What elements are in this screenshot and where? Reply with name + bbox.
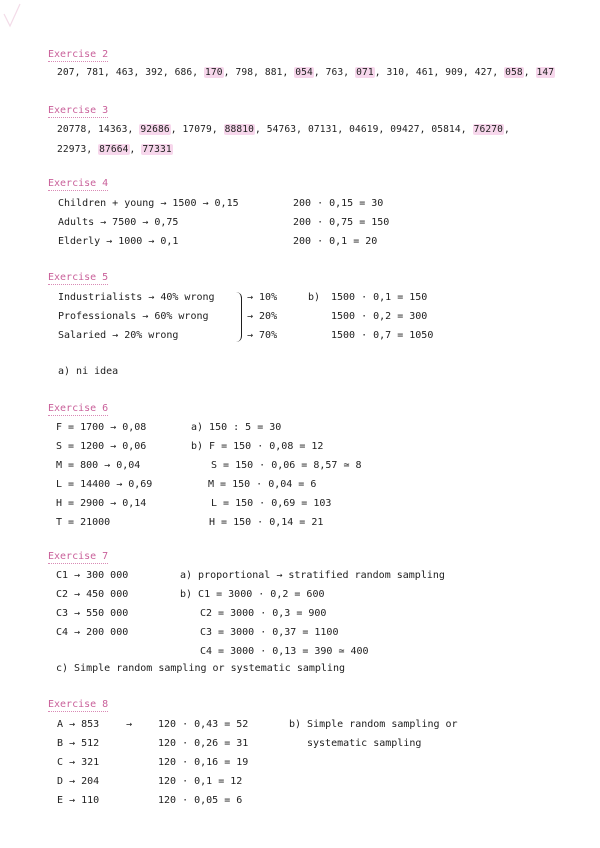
ex8-group-D: D → 204	[57, 776, 100, 787]
random-number: 463	[115, 67, 134, 78]
ex6-group-S: S = 1200 → 0,06	[56, 441, 147, 452]
ex5-percent-1: → 10%	[247, 292, 278, 303]
ex4-result-2: 200 · 0,75 = 150	[293, 217, 390, 228]
ex6-group-L: L = 14400 → 0,69	[56, 479, 153, 490]
random-number: 09427	[390, 124, 420, 135]
ex8-group-A: A → 853	[57, 719, 100, 730]
random-number: 147	[536, 67, 555, 78]
random-number: 763	[325, 67, 344, 78]
ex8-result-C: 120 · 0,16 = 19	[158, 757, 249, 768]
exercise-3-title: Exercise 3	[48, 105, 109, 116]
ex4-result-3: 200 · 0,1 = 20	[293, 236, 378, 247]
exercise-3-numbers-line-1: 20778, 14363, 92686, 17079, 88810, 54763, 07131, 04619, 09427, 05814, 76270,	[57, 124, 510, 135]
ex4-group-2: Adults → 7500 → 0,75	[58, 217, 179, 228]
ex5-percent-2: → 20%	[247, 311, 278, 322]
ex4-group-3: Elderly → 1000 → 0,1	[58, 236, 179, 247]
exercise-2-title: Exercise 2	[48, 49, 109, 60]
ex5-percent-3: → 70%	[247, 330, 278, 341]
random-number: 461	[415, 67, 434, 78]
ex7-group-C3: C3 → 550 000	[56, 608, 129, 619]
ex5-group-1: Industrialists → 40% wrong	[58, 292, 215, 303]
random-number: 54763	[266, 124, 297, 135]
random-number: 054	[295, 67, 313, 78]
ex6-total: T = 21000	[56, 517, 111, 528]
random-number: 07131	[307, 124, 338, 135]
ex8-result-B: 120 · 0,26 = 31	[158, 738, 249, 749]
ex8-result-E: 120 · 0,05 = 6	[158, 795, 243, 806]
ex6-a-line: a) 150 : 5 = 30	[191, 422, 282, 433]
ex5-b-label: b)	[308, 292, 321, 303]
random-number: 798	[235, 67, 254, 78]
ex6-result-S: S = 150 · 0,06 = 8,57 ≃ 8	[211, 460, 362, 471]
ex7-group-C2: C2 → 450 000	[56, 589, 129, 600]
ex8-group-C: C → 321	[57, 757, 100, 768]
ex7-result-C3: C3 = 3000 · 0,37 = 1100	[200, 627, 339, 638]
ex7-a-line: a) proportional → stratified random sampling	[180, 570, 445, 581]
ex5-a-note: a) ni idea	[58, 366, 119, 377]
ex6-group-M: M = 800 → 0,04	[56, 460, 141, 471]
ex7-result-C2: C2 = 3000 · 0,3 = 900	[200, 608, 327, 619]
exercise-8-title: Exercise 8	[48, 699, 109, 710]
exercise-3-numbers-line-2: 22973, 87664, 77331	[57, 144, 172, 155]
exercise-2-random-numbers: 207, 781, 463, 392, 686, 170, 798, 881, 054, 763, 071, 310, 461, 909, 427, 058, 147	[57, 67, 555, 78]
ex8-arrow: →	[126, 719, 133, 730]
random-number: 88810	[224, 124, 255, 135]
ex4-group-1: Children + young → 1500 → 0,15	[58, 198, 239, 209]
ex7-group-C1: C1 → 300 000	[56, 570, 129, 581]
random-number: 427	[474, 67, 493, 78]
random-number: 207	[57, 67, 75, 78]
random-number: 310	[386, 67, 405, 78]
ex7-b-line: b) C1 = 3000 · 0,2 = 600	[180, 589, 325, 600]
ex8-result-A: 120 · 0,43 = 52	[158, 719, 249, 730]
random-number: 87664	[99, 144, 129, 155]
ex8-group-E: E → 110	[57, 795, 100, 806]
random-number: 05814	[431, 124, 461, 135]
random-number: 392	[145, 67, 163, 78]
ex6-group-H: H = 2900 → 0,14	[56, 498, 147, 509]
exercise-4-title: Exercise 4	[48, 178, 109, 189]
ex5-brace	[235, 292, 242, 342]
random-number: 881	[264, 67, 283, 78]
ex5-group-2: Professionals → 60% wrong	[58, 311, 209, 322]
ex7-c-line: c) Simple random sampling or systematic sampling	[56, 663, 345, 674]
random-number: 170	[205, 67, 223, 78]
exercise-5-title: Exercise 5	[48, 272, 109, 283]
ex4-result-1: 200 · 0,15 = 30	[293, 198, 384, 209]
ex5-result-2: 1500 · 0,2 = 300	[331, 311, 428, 322]
ex8-b-line-1: b) Simple random sampling or	[289, 719, 458, 730]
corner-check-mark	[0, 0, 26, 40]
ex8-group-B: B → 512	[57, 738, 100, 749]
random-number: 22973	[57, 144, 87, 155]
random-number: 909	[445, 67, 463, 78]
ex8-result-D: 120 · 0,1 = 12	[158, 776, 243, 787]
exercise-7-title: Exercise 7	[48, 551, 109, 562]
ex5-result-1: 1500 · 0,1 = 150	[331, 292, 428, 303]
random-number: 058	[505, 67, 523, 78]
exercise-6-title: Exercise 6	[48, 403, 109, 414]
ex5-result-3: 1500 · 0,7 = 1050	[331, 330, 434, 341]
ex6-result-H: H = 150 · 0,14 = 21	[209, 517, 324, 528]
random-number: 04619	[349, 124, 379, 135]
ex6-b-line: b) F = 150 · 0,08 = 12	[191, 441, 324, 452]
random-number: 76270	[473, 124, 503, 135]
random-number: 781	[86, 67, 105, 78]
random-number: 686	[174, 67, 193, 78]
ex6-result-L: L = 150 · 0,69 = 103	[211, 498, 332, 509]
random-number: 17079	[182, 124, 212, 135]
ex5-group-3: Salaried → 20% wrong	[58, 330, 179, 341]
random-number: 92686	[140, 124, 170, 135]
ex7-result-C4: C4 = 3000 · 0,13 = 390 ≃ 400	[200, 646, 369, 657]
random-number: 20778	[57, 124, 87, 135]
ex8-b-line-2: systematic sampling	[307, 738, 422, 749]
random-number: 071	[356, 67, 374, 78]
ex6-group-F: F = 1700 → 0,08	[56, 422, 147, 433]
random-number: 14363	[98, 124, 128, 135]
ex6-result-M: M = 150 · 0,04 = 6	[208, 479, 317, 490]
ex7-group-C4: C4 → 200 000	[56, 627, 129, 638]
random-number: 77331	[142, 144, 172, 155]
